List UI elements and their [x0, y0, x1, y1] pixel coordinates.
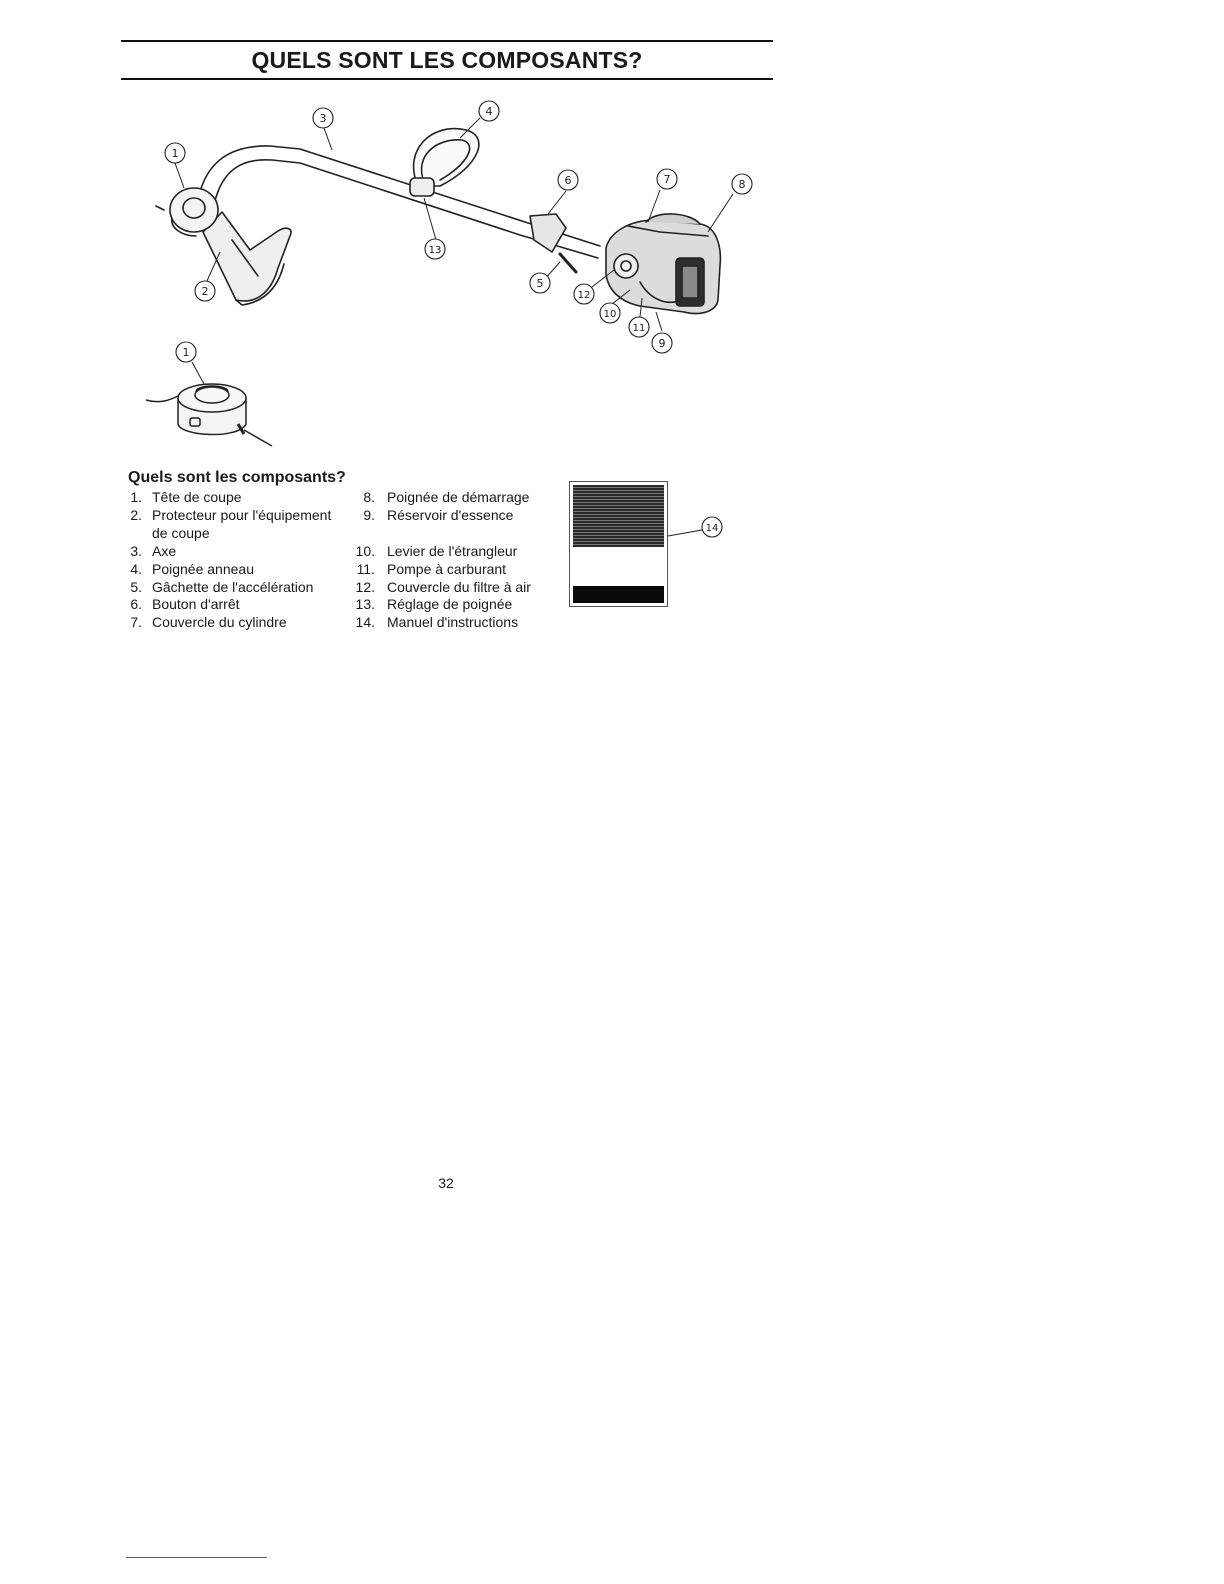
list-item — [128, 596, 331, 614]
callout-label: 5 — [536, 277, 544, 290]
item-label: Gâchette de l'accélération — [152, 578, 314, 595]
list-item — [128, 489, 331, 507]
item-number: 10. — [355, 542, 375, 559]
callout-label: 11 — [632, 323, 646, 334]
item-number: 12. — [355, 578, 375, 595]
item-label: Levier de l'étrangleur — [387, 542, 518, 559]
item-label: de coupe — [152, 524, 210, 541]
item-number — [355, 525, 375, 543]
item-number: 6. — [130, 596, 142, 613]
operators-manual-image — [569, 481, 668, 607]
page-number: 32 — [438, 1175, 454, 1191]
item-label: Axe — [152, 542, 177, 559]
item-label: Pompe à carburant — [387, 560, 507, 577]
list-item — [355, 489, 531, 507]
list-item — [355, 543, 531, 561]
item-number: 7. — [130, 614, 142, 631]
manual-cover-bar — [573, 586, 664, 603]
item-label: Protecteur pour l'équipement — [152, 506, 332, 523]
item-number: 2. — [130, 506, 142, 523]
page-title: QUELS SONT LES COMPOSANTS? — [251, 47, 643, 73]
callout-label: 9 — [658, 337, 666, 350]
callout-label: 14 — [705, 523, 719, 534]
callout-label: 3 — [319, 112, 327, 125]
item-label: Réglage de poignée — [387, 596, 513, 613]
spool-head-drawing — [146, 362, 272, 446]
callout-label: 2 — [201, 285, 209, 298]
item-number: 13. — [355, 596, 375, 613]
list-item — [355, 525, 531, 543]
callout-label: 6 — [564, 174, 572, 187]
item-label: Couvercle du cylindre — [152, 614, 287, 631]
list-item — [128, 614, 331, 632]
list-item — [128, 525, 331, 543]
list-item — [355, 614, 531, 632]
guard-drawing — [203, 212, 291, 301]
item-number: 5. — [130, 578, 142, 595]
list-item — [128, 507, 331, 525]
item-number: 3. — [130, 542, 142, 559]
footer-rule — [126, 1557, 267, 1558]
list-item — [355, 579, 531, 597]
item-number: 1. — [130, 489, 142, 505]
callout-label: 13 — [428, 245, 442, 256]
callout-label: 1 — [182, 346, 190, 359]
item-number: 14. — [355, 614, 375, 631]
trimmer-head-drawing — [170, 188, 218, 232]
item-label: Bouton d'arrêt — [152, 596, 240, 613]
list-item — [355, 596, 531, 614]
callout-label: 10 — [603, 309, 617, 320]
item-label: Tête de coupe — [152, 489, 242, 505]
item-number: 9. — [363, 506, 375, 523]
item-number: 11. — [356, 560, 375, 577]
list-item — [355, 507, 531, 525]
item-label: Couvercle du filtre à air — [387, 578, 531, 595]
callout-label: 8 — [738, 178, 746, 191]
parts-list-left — [128, 489, 331, 632]
item-number — [128, 525, 142, 543]
manual-cover-print — [573, 485, 664, 547]
callout-label: 1 — [171, 147, 179, 160]
parts-list-right — [355, 489, 531, 632]
list-item — [128, 543, 331, 561]
section-heading: Quels sont les composants? — [128, 469, 346, 486]
manual-callout — [666, 512, 726, 544]
callout-label: 12 — [577, 290, 591, 301]
item-number: 8. — [363, 489, 375, 505]
list-item — [128, 561, 331, 579]
item-label: Poignée anneau — [152, 560, 254, 577]
item-label: Poignée de démarrage — [387, 489, 530, 505]
trimmer-illustration — [0, 0, 800, 460]
list-item — [128, 579, 331, 597]
item-label: Manuel d'instructions — [387, 614, 519, 631]
item-label: Réservoir d'essence — [387, 506, 514, 523]
list-item — [355, 561, 531, 579]
callout-label: 4 — [485, 105, 493, 118]
callout-label: 7 — [663, 173, 671, 186]
item-number: 4. — [130, 560, 142, 577]
